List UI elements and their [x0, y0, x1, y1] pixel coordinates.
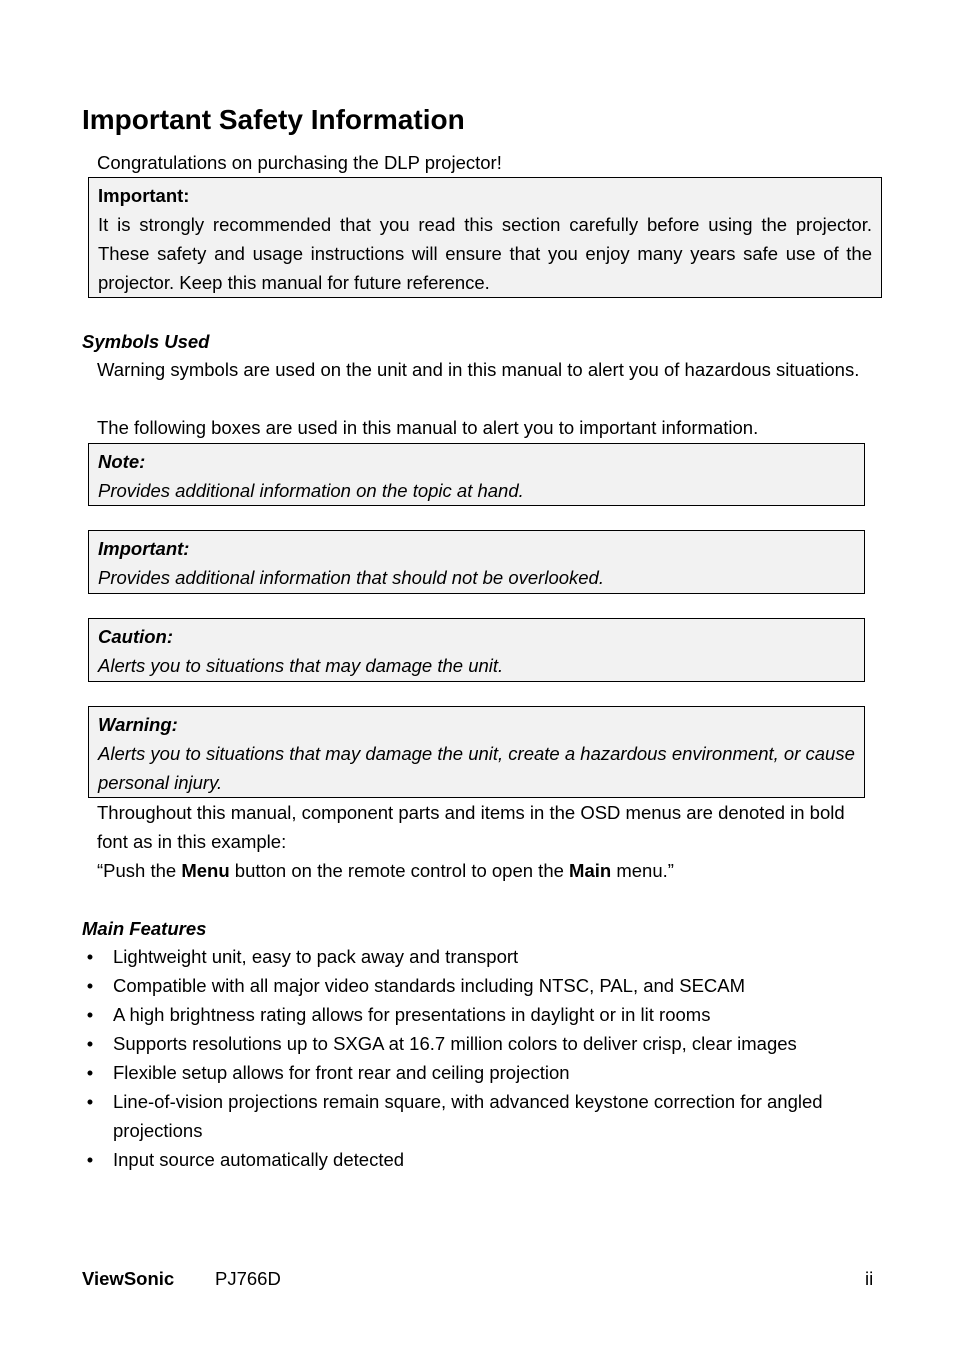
features-heading: Main Features — [82, 918, 207, 939]
feature-text: Input source automatically detected — [113, 1149, 405, 1170]
list-item — [82, 1000, 862, 1029]
note-box — [88, 443, 865, 506]
osd-example-menu-bold: Menu — [181, 860, 230, 881]
feature-text: Compatible with all major video standards including NTSC, PAL, and SECAM — [113, 975, 746, 996]
list-item — [82, 1087, 862, 1145]
list-item — [82, 1058, 862, 1087]
warning-box-body: Alerts you to situations that may damage the unit, create a hazardous environment, or cause personal injury. — [98, 743, 855, 793]
caution-box-body: Alerts you to situations that may damage the unit. — [98, 655, 504, 676]
list-item — [82, 971, 862, 1000]
page-title: Important Safety Information — [82, 104, 465, 135]
footer-model: PJ766D — [215, 1268, 281, 1289]
bullet-icon: • — [86, 1091, 94, 1112]
list-item — [82, 942, 862, 971]
feature-text: Flexible setup allows for front rear and ceiling projection — [113, 1062, 570, 1083]
osd-description: Throughout this manual, component parts and items in the OSD menus are denoted in bold font as in this example: — [97, 802, 845, 852]
important-box-title: Important: — [98, 185, 190, 206]
important-sample-box — [88, 530, 865, 594]
symbols-heading: Symbols Used — [82, 331, 210, 352]
list-item — [82, 1145, 862, 1174]
feature-text: Supports resolutions up to SXGA at 16.7 million colors to deliver crisp, clear images — [113, 1033, 797, 1054]
warning-box — [88, 706, 865, 798]
important-sample-box-body: Provides additional information that should not be overlooked. — [98, 567, 604, 588]
note-box-body: Provides additional information on the topic at hand. — [98, 480, 524, 501]
footer-brand: ViewSonic — [82, 1268, 175, 1289]
feature-text: A high brightness rating allows for presentations in daylight or in lit rooms — [113, 1004, 711, 1025]
symbols-para-2: The following boxes are used in this manual to alert you to important information. — [97, 417, 759, 438]
warning-box-title: Warning: — [98, 714, 178, 735]
important-box — [88, 177, 882, 298]
bullet-icon: • — [86, 1149, 94, 1170]
osd-example — [97, 856, 873, 885]
list-item — [82, 1029, 862, 1058]
osd-example-text-1: “Push the — [97, 860, 182, 881]
bullet-icon: • — [86, 1062, 94, 1083]
bullet-icon: • — [86, 1033, 94, 1054]
features-list — [82, 942, 862, 1174]
important-sample-box-title: Important: — [98, 538, 190, 559]
caution-box-title: Caution: — [98, 626, 174, 647]
osd-example-text-2: button on the remote control to open the — [229, 860, 570, 881]
symbols-para-1: Warning symbols are used on the unit and in this manual to alert you of hazardous situations. — [97, 359, 860, 380]
note-box-title: Note: — [98, 451, 146, 472]
bullet-icon: • — [86, 946, 94, 967]
intro-text: Congratulations on purchasing the DLP projector! — [97, 152, 502, 173]
bullet-icon: • — [86, 1004, 94, 1025]
osd-example-main-bold: Main — [569, 860, 612, 881]
bullet-icon: • — [86, 975, 94, 996]
osd-example-text-3: menu.” — [611, 860, 674, 881]
important-box-body: It is strongly recommended that you read this section carefully before using the projector. These safety and usage instructions will ensure that you enjoy many years safe use of the projector. Keep this manual for future reference. — [98, 214, 872, 293]
footer-page-number: ii — [865, 1268, 874, 1289]
feature-text: Line-of-vision projections remain square, with advanced keystone correction for angled projections — [113, 1091, 823, 1141]
caution-box — [88, 618, 865, 682]
feature-text: Lightweight unit, easy to pack away and transport — [113, 946, 519, 967]
